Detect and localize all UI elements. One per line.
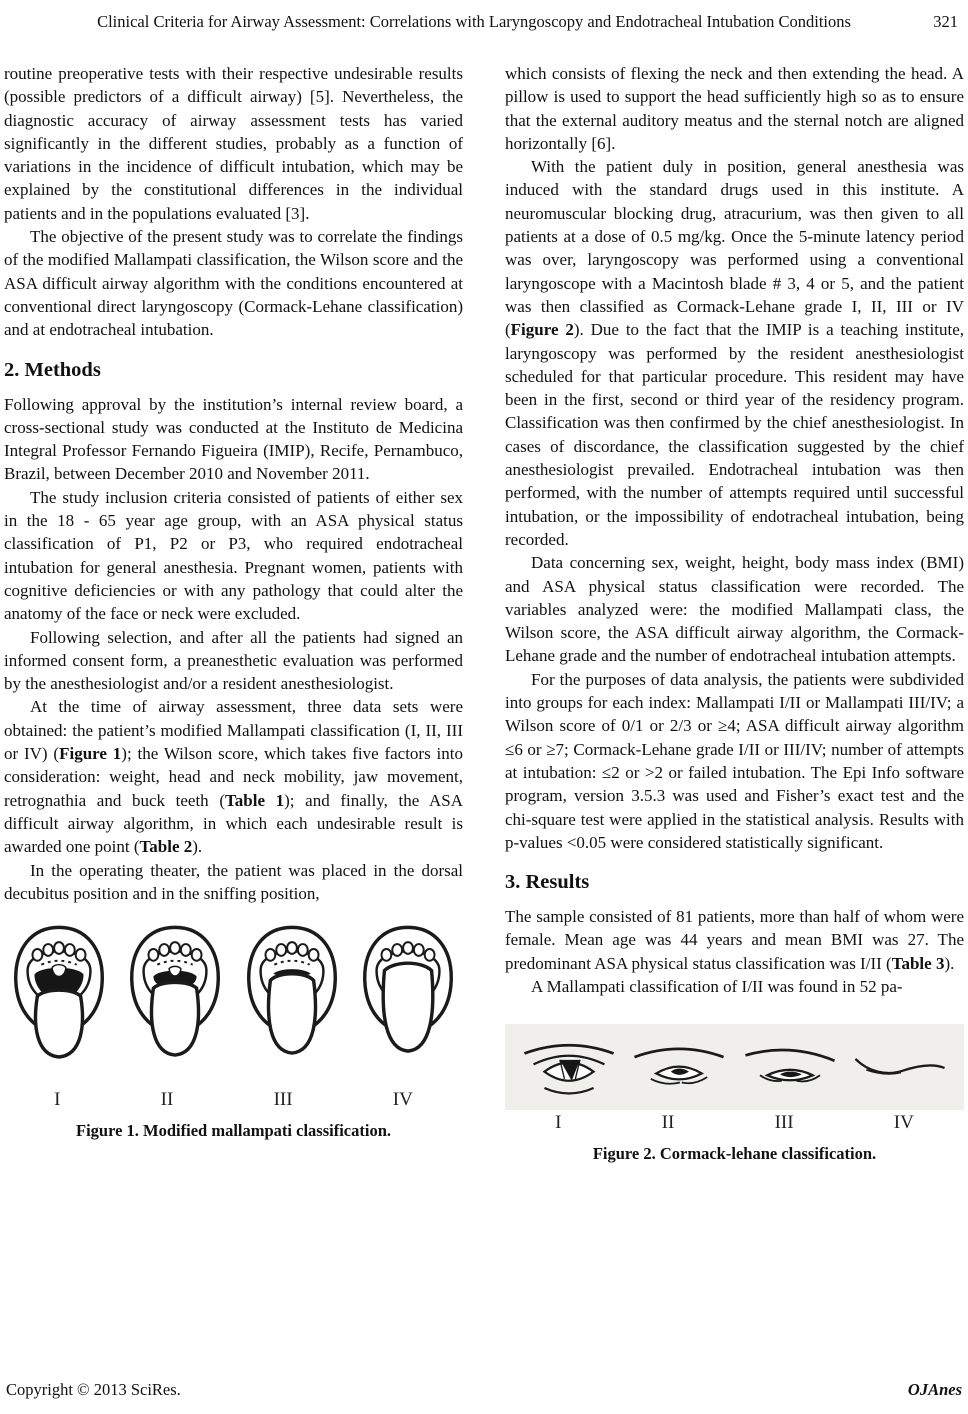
paragraph: Following approval by the institution’s internal review board, a cross-sectional study was conducted at the Instituto de Medicina Integral Professor Fernando Figueira (IMIP), Recife, Pernambuco, Brazil, between December 2010 and November 2011. xyxy=(4,394,463,484)
figure-2-labels xyxy=(505,1112,964,1134)
paragraph: In the operating theater, the patient was placed in the dorsal decubitus position and in the sniffing position, xyxy=(4,860,463,903)
figure-2-label-3: III xyxy=(774,1112,794,1134)
page-header xyxy=(10,12,958,32)
mallampati-class-2-drawing xyxy=(120,917,230,1087)
left-column xyxy=(4,62,463,1164)
cormack-grade-2-drawing xyxy=(629,1034,729,1102)
figure-2 xyxy=(505,1024,964,1164)
figure-2-drawings xyxy=(505,1024,964,1110)
paragraph: For the purposes of data analysis, the patients were subdivided into groups for each index: Mallampati I/II or Mallampati III/IV; a Wilson score of 0/1 or 2/3 or ≥4; ASA difficult airway algorithm ≤6 or ≥7; Cormack-Lehane grade I/II or III/IV; number of attempts at intubation: ≤2 or >2 or failed intubation. The Epi Info software program, version 3.5.3 was used and Fisher’s exact test and the chi-square test were applied in the statistical analysis. Results with p-values <0.05 were considered statistically significant. xyxy=(505,669,964,852)
cormack-grade-4-drawing xyxy=(850,1034,950,1102)
section-heading: 3. Results xyxy=(505,871,590,894)
figure-1-labels xyxy=(4,1089,463,1111)
figure-1-label-1: I xyxy=(54,1089,61,1111)
paragraph: which consists of flexing the neck and then extending the head. A pillow is used to support the head sufficiently high so as to ensure that the external auditory meatus and the sternal notch are aligned horizontally [6]. xyxy=(505,64,964,153)
paragraph: Data concerning sex, weight, height, body mass index (BMI) and ASA physical status classification were recorded. The variables analyzed were: the modified Mallampati class, the Wilson score, the ASA difficult airway algorithm, the Cormack-Lehane grade and the number of endotracheal intubation attempts. xyxy=(505,553,964,666)
section-heading: 2. Methods xyxy=(4,358,101,381)
paragraph: With the patient duly in position, general anesthesia was induced with the standard drugs used in this institute. A neuromuscular blocking drug, atracurium, was then given to all patients at a dose of 0.5 mg/kg. Once the 5-minute latency period was over, laryngoscopy was performed using a conventional laryngoscope with a Macintosh blade # 3, 4 or 5, and the patient was then classified as Cormack-Lehane grade I, II, III or IV (Figure 2). Due to the fact that the IMIP is a teaching institute, laryngoscopy was performed by the resident anesthesiologist scheduled for that particular procedure. This resident may have been in the first, second or third year of the residency program. Classification was then confirmed by the chief anesthesiologist. In cases of discordance, the classification suggested by the chief anesthesiologist prevailed. Endotracheal intubation was then performed, with the number of attempts required until successful intubation, or the impossibility of endotracheal intubation, being recorded. xyxy=(505,157,964,549)
cormack-grade-1-drawing xyxy=(519,1034,619,1102)
figure-1-label-4: IV xyxy=(392,1089,413,1111)
cormack-grade-3-drawing xyxy=(740,1034,840,1102)
paper-title: Clinical Criteria for Airway Assessment: Correlations with Laryngoscopy and Endotracheal Intubation Conditions xyxy=(97,12,851,31)
figure-2-label-2: II xyxy=(661,1112,675,1134)
figure-1 xyxy=(4,917,463,1141)
paragraph: routine preoperative tests with their respective undesirable results (possible predictors of a difficult airway) [5]. Nevertheless, the diagnostic accuracy of airway assessment tests has varied significantly in the different studies, probably as a function of variations in the incidence of difficult intubation, which may be explained by the constitutional differences in the individual patients and in the populations evaluated [3]. xyxy=(4,64,463,223)
figure-2-label-1: I xyxy=(555,1112,562,1134)
paragraph: At the time of airway assessment, three data sets were obtained: the patient’s modified Mallampati classification (I, II, III or IV) (Figure 1); the Wilson score, which takes five factors into consideration: weight, head and neck mobility, jaw movement, retrognathia and buck teeth (Table 1); and finally, the ASA difficult airway algorithm, in which each undesirable result is awarded one point (Table 2). xyxy=(4,697,463,857)
figure-1-caption: Figure 1. Modified mallampati classification. xyxy=(75,1121,391,1141)
right-column xyxy=(505,62,964,1164)
journal-name: OJAnes xyxy=(907,1380,962,1399)
mallampati-class-3-drawing xyxy=(237,917,347,1087)
mallampati-class-4-drawing xyxy=(353,917,463,1087)
figure-1-drawings xyxy=(4,917,463,1087)
left-column-text xyxy=(4,62,463,905)
paragraph: A Mallampati classification of I/II was found in 52 pa- xyxy=(531,976,903,996)
page-footer xyxy=(6,1380,962,1400)
page-number: 321 xyxy=(933,12,958,31)
copyright-text: Copyright © 2013 SciRes. xyxy=(6,1380,181,1399)
two-column-body xyxy=(4,62,964,1164)
figure-2-label-4: IV xyxy=(893,1112,914,1134)
paragraph: The sample consisted of 81 patients, more than half of whom were female. Mean age was 44 years and mean BMI was 27. The predominant ASA physical status classification was I/II (Table 3). xyxy=(505,907,964,973)
mallampati-class-1-drawing xyxy=(4,917,114,1087)
paragraph: The study inclusion criteria consisted of patients of either sex in the 18 - 65 year age group, with an ASA physical status classification of P1, P2 or P3, who required endotracheal intubation for general anesthesia. Pregnant women, patients with cognitive deficiencies or with any pathology that could alter the anatomy of the face or neck were excluded. xyxy=(4,487,463,624)
right-column-text xyxy=(505,62,964,998)
paragraph: The objective of the present study was to correlate the findings of the modified Mallampati classification, the Wilson score and the ASA difficult airway algorithm with the conditions encountered at conventional direct laryngoscopy (Cormack-Lehane classification) and at endotracheal intubation. xyxy=(4,227,463,340)
figure-1-label-3: III xyxy=(273,1089,293,1111)
figure-1-label-2: II xyxy=(160,1089,174,1111)
paragraph: Following selection, and after all the patients had signed an informed consent form, a preanesthetic evaluation was performed by the anesthesiologist and/or a resident anesthesiologist. xyxy=(4,627,463,694)
figure-2-caption: Figure 2. Cormack-lehane classification. xyxy=(592,1144,877,1164)
